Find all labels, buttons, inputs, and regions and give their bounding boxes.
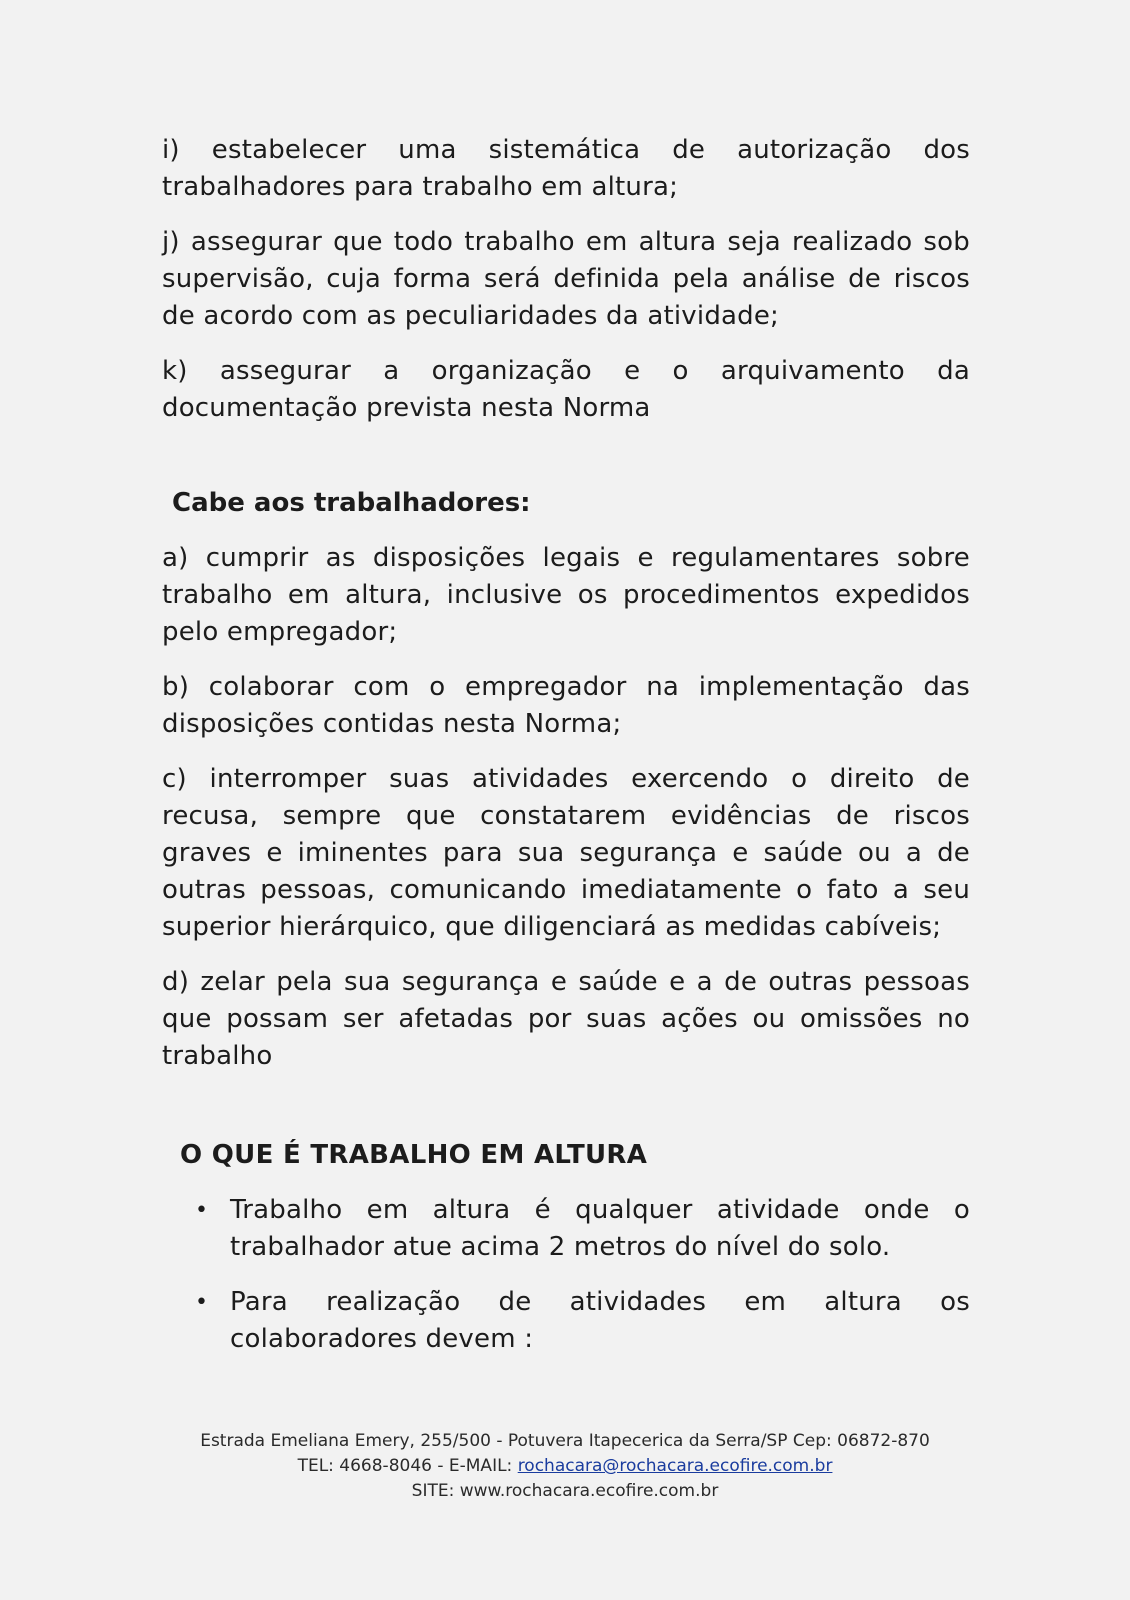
- definition-section-heading: O QUE É TRABALHO EM ALTURA: [180, 1140, 648, 1170]
- definition-bullet-text: Trabalho em altura é qualquer atividade onde o trabalhador atue acima 2 metros do nível do solo.: [230, 1195, 970, 1262]
- worker-duty-b: b) colaborar com o empregador na implementação das disposições contidas nesta Norma;: [162, 672, 970, 739]
- definition-bullet-item: [162, 1192, 970, 1266]
- footer-email-link[interactable]: rochacara@rochacara.ecofire.com.br: [517, 1456, 833, 1476]
- workers-section-heading: Cabe aos trabalhadores:: [172, 488, 531, 518]
- bullet-icon: •: [195, 1290, 209, 1315]
- footer-site: SITE: www.rochacara.ecofire.com.br: [411, 1481, 719, 1501]
- page-footer: [0, 1429, 1130, 1504]
- worker-duty-d: d) zelar pela sua segurança e saúde e a de outras pessoas que possam ser afetadas por suas ações ou omissões no trabalho: [162, 967, 970, 1071]
- definition-bullet-list: [162, 1192, 970, 1358]
- footer-address: Estrada Emeliana Emery, 255/500 - Potuvera Itapecerica da Serra/SP Cep: 06872-870: [200, 1431, 930, 1451]
- footer-contact-line: [0, 1454, 1130, 1479]
- paragraph-j: j) assegurar que todo trabalho em altura seja realizado sob supervisão, cuja forma será definida pela análise de riscos de acordo com as peculiaridades da atividade;: [162, 227, 970, 331]
- footer-tel: TEL: 4668-8046 - E-MAIL:: [297, 1456, 518, 1476]
- worker-duty-c: c) interromper suas atividades exercendo o direito de recusa, sempre que constatarem evidências de riscos graves e iminentes para sua segurança e saúde ou a de outras pessoas, comunicando imediatamente o fato a seu superior hierárquico, que diligenciará as medidas cabíveis;: [162, 764, 970, 942]
- bullet-icon: •: [195, 1198, 209, 1223]
- paragraph-k: k) assegurar a organização e o arquivamento da documentação prevista nesta Norma: [162, 356, 970, 423]
- worker-duty-a: a) cumprir as disposições legais e regulamentares sobre trabalho em altura, inclusive os procedimentos expedidos pelo empregador;: [162, 543, 970, 647]
- paragraph-i: i) estabelecer uma sistemática de autorização dos trabalhadores para trabalho em altura;: [162, 135, 970, 202]
- definition-bullet-item: [162, 1284, 970, 1358]
- definition-bullet-text: Para realização de atividades em altura os colaboradores devem :: [230, 1287, 970, 1354]
- document-body: [162, 132, 970, 1376]
